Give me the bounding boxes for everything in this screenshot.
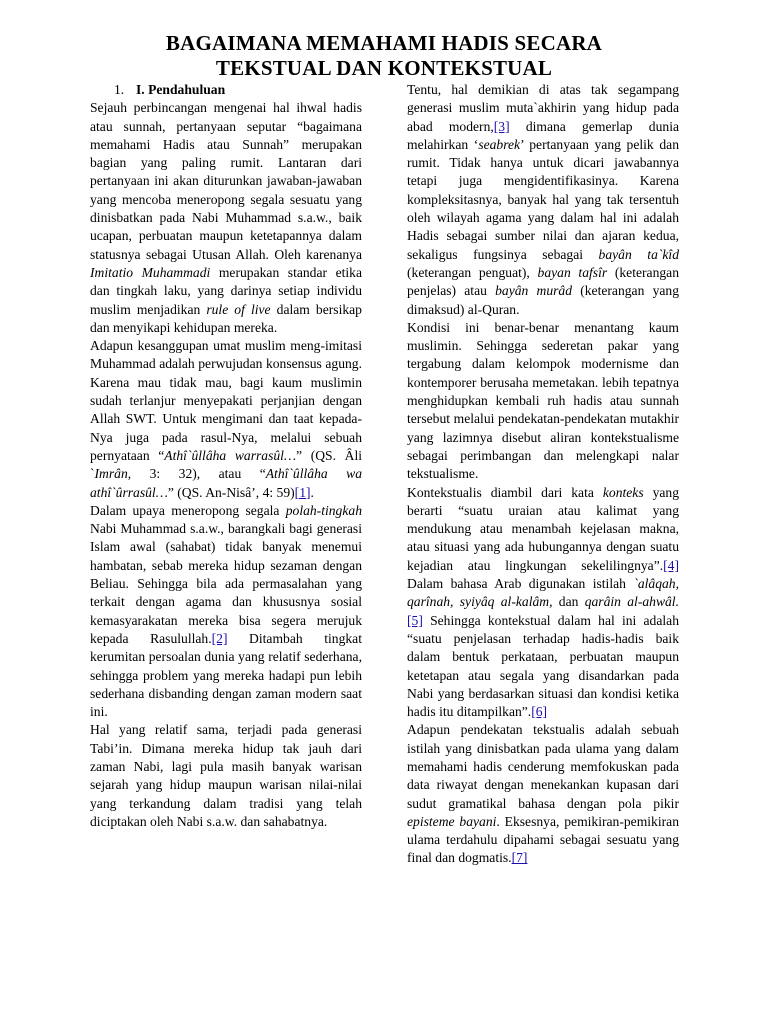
footnote-link-5[interactable]: [5] xyxy=(407,612,423,628)
text-run: Sejauh perbincangan mengenai hal ihwal hadis atau sunnah, pertanyaan seputar “bagaimana memahami Hadis atau Sunnah” merupakan bagian yang paling rumit. Lantaran dari pertanyaan ini akan diturunkan jawaban-jawaban yang mencoba meneropong segala sesuatu yang dinisbatkan pada Nabi Muhammad s.a.w., baik ucapan, perbuatan maupun ketetapannya dalam statusnya sebagai Utusan Allah. Oleh karenanya xyxy=(90,100,362,262)
footnote-link-3[interactable]: [3] xyxy=(493,118,510,134)
text-run: Adapun pendekatan tekstualis adalah sebuah istilah yang dinisbatkan pada ulama yang dalam memahami hadis cenderung memfokuskan pada data riwayat dengan menekankan kupasan dari sudut gramatikal bahasa dengan pola pikir xyxy=(407,722,679,811)
section-heading-text: I. Pendahuluan xyxy=(136,82,226,97)
italic-term: episteme bayani xyxy=(407,813,497,829)
text-run: merupakan standar etika dan tingkah laku, yang darinya setiap individu muslim menjadikan xyxy=(90,264,362,317)
text-run: ” (QS. An-Nisâ’, 4: 59) xyxy=(167,484,295,500)
italic-term: Imrân xyxy=(94,466,128,482)
section-number: 1. xyxy=(114,82,125,97)
paragraph-left-1 xyxy=(90,99,362,337)
footnote-link-7[interactable]: [7] xyxy=(511,850,528,866)
paragraph-left-2 xyxy=(90,337,362,502)
footnote-link-6[interactable]: [6] xyxy=(531,704,548,720)
footnote-link-4[interactable]: [4] xyxy=(663,557,679,573)
text-run: yang berarti “suatu uraian atau kalimat yang mendukung atau menambah kejelasan makna, atau situasi yang ada hubungannya dengan suatu kejadian atau lingkungan sekelilingnya”. xyxy=(407,484,679,573)
text-run: ’ pertanyaan yang pelik dan rumit. Tidak hanya untuk dicari jawabannya tetapi juga mengidentifikasinya. Karena kompleksitasnya, banyak hal yang tak tersentuh oleh wilayah agama yang dalam hal ini adalah Hadis sebagai sumber nilai dan ajaran kedua, sekaligus fungsinya sebagai xyxy=(407,136,679,262)
italic-term: polah-tingkah xyxy=(285,502,362,518)
italic-term: Athî`ûllâha warrasûl… xyxy=(164,447,297,463)
text-run: Ditambah tingkat kerumitan persoalan dunia yang relatif sederhana, sehingga problem yang mereka hadapi pun lebih sederhana disbanding dengan zaman modern saat ini. xyxy=(90,630,362,720)
right-column xyxy=(407,81,679,868)
left-column xyxy=(90,81,362,831)
text-run: Dalam upaya meneropong segala xyxy=(90,502,286,518)
text-run: Tentu, hal demikian di atas tak segampang generasi muslim muta`akhirin yang hidup pada abad modern, xyxy=(407,82,679,134)
text-run: , 3: 32), atau “ xyxy=(127,466,266,482)
text-run: Sehingga kontekstual dalam hal ini adalah “suatu penjelasan terhadap hadis-hadis baik dalam bentuk perkataan, perbuatan maupun ketetapan atau segala yang disandarkan pada Nabi yang berdasarkan situasi dan kondisi ketika hadis itu ditampilkan”. xyxy=(407,612,679,720)
title-line-1: BAGAIMANA MEMAHAMI HADIS SECARA xyxy=(165,31,603,55)
text-run: ” (QS. Âli ` xyxy=(90,447,363,482)
text-run: Kontekstualis diambil dari kata xyxy=(407,484,603,500)
text-run: Dalam bahasa Arab digunakan istilah xyxy=(407,576,634,592)
italic-term: Athî`ûllâha wa athî`ûrrasûl… xyxy=(90,466,362,500)
italic-term: bayân murâd xyxy=(495,283,573,299)
text-run: dalam bersikap dan menyikapi kehidupan mereka. xyxy=(90,301,362,335)
paragraph-left-3 xyxy=(90,502,362,722)
italic-term: `alâqah, qarînah, syiyâq al-kalâm, xyxy=(407,576,679,610)
text-run: (keterangan penjelas) atau xyxy=(407,264,680,299)
text-run: (keterangan yang dimaksud) al-Quran. xyxy=(407,283,679,317)
text-run: dimana gemerlap dunia melahirkan ‘ xyxy=(407,118,679,152)
italic-term: rule of live xyxy=(206,301,271,317)
paragraph-right-4 xyxy=(407,721,679,867)
footnote-link-2[interactable]: [2] xyxy=(211,630,228,646)
italic-term: konteks xyxy=(602,484,644,500)
italic-term: Imitatio Muhammadi xyxy=(90,264,211,280)
text-run: . xyxy=(310,484,314,500)
footnote-link-1[interactable]: [1] xyxy=(294,484,311,500)
text-run: Nabi Muhammad s.a.w., barangkali bagi generasi Islam awal (sahabat) tidak banyak menemui hambatan, sebab mereka hidup sezaman dengan Beliau. Sehingga bila ada permasalahan yang terkait dengan agama dan khususnya sosial kemasyarakatan mereka bisa segera merujuk kepada Rasulullah. xyxy=(90,521,362,646)
paragraph-right-2: Kondisi ini benar-benar menantang kaum muslimin. Sehingga sederetan pakar yang tergabung dalam kelompok modernisme dan kontemporer berusaha memetakan. lebih tepatnya menghidupkan kembali ruh hadis atau sunnah tersebut melalui pendekatan-pendekatan mutakhir yang lazimnya disebut aliran kontekstualisme sebagai perimbangan dan melengkapi nalar tekstualisme. xyxy=(407,319,679,482)
italic-term: qarâin al-ahwâl. xyxy=(584,594,679,610)
section-heading xyxy=(90,81,362,99)
paragraph-left-4: Hal yang relatif sama, terjadi pada generasi Tabi’in. Dimana mereka hidup tak jauh dari zaman Nabi, lagi pula masih banyak warisan sejarah yang hidup maupun warisan nilai-nilai yang terkandung dalam tradisi yang telah diciptakan oleh Nabi s.a.w. dan sahabatnya. xyxy=(90,722,362,829)
italic-term: seabrek xyxy=(478,136,521,152)
text-run: Adapun kesanggupan umat muslim meng-imitasi Muhammad adalah perwujudan konsensus agung. Karena mau tidak mau, bagi kaum muslimin sudah terlanjur menyepakati perjanjian dengan Allah SWT. Untuk mengimani dan taat kepada-Nya juga pada rasul-Nya, melalui sebuah pernyataan “ xyxy=(90,338,362,463)
title-line-2: TEKSTUAL DAN KONTEKSTUAL xyxy=(215,56,553,80)
text-run: (keterangan penguat), xyxy=(407,264,538,280)
document-title xyxy=(0,31,768,81)
paragraph-right-3 xyxy=(407,484,679,722)
italic-term: bayan tafsîr xyxy=(537,264,608,280)
paragraph-right-1 xyxy=(407,81,679,319)
text-run: dan xyxy=(552,594,585,610)
italic-term: bayân ta`kîd xyxy=(598,246,679,262)
text-run: . Eksesnya, pemikiran-pemikiran ulama terdahulu dipahami sebagai sesuatu yang final dan dogmatis. xyxy=(407,813,679,866)
